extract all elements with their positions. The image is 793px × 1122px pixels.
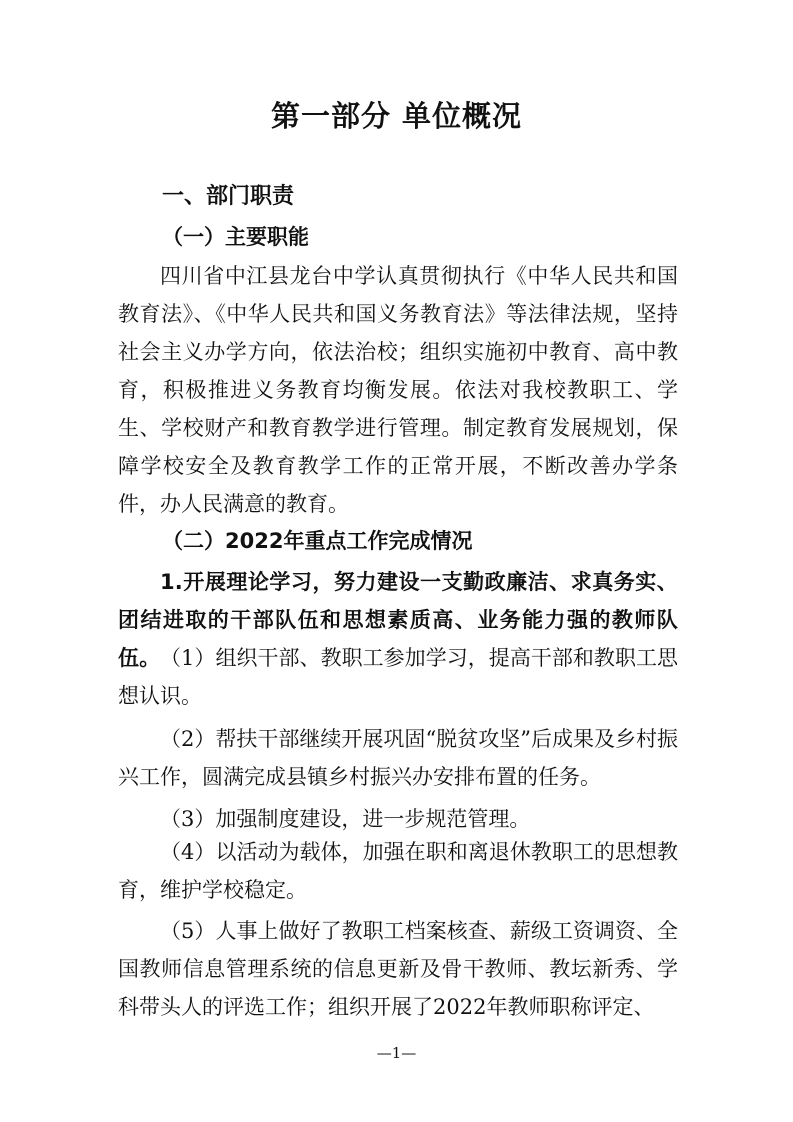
list-item: （2）帮扶干部继续开展巩固“脱贫攻坚”后成果及乡村振兴工作，圆满完成县镇乡村振兴办安排布置的任务。 xyxy=(118,727,678,789)
list-item: （4）以活动为载体，加强在职和离退休教职工的思想教育，维护学校稳定。 xyxy=(118,840,678,902)
list-item: （1）组织干部、教职工参加学习，提高干部和教职工思想认识。 xyxy=(118,646,678,708)
subsection-heading-key-work-2022: （二）2022年重点工作完成情况 xyxy=(162,529,473,553)
section-heading-department-duties: 一、部门职责 xyxy=(162,184,295,209)
subsection-heading-main-functions: （一）主要职能 xyxy=(162,225,309,249)
main-functions-paragraph: 四川省中江县龙台中学认真贯彻执行《中华人民共和国教育法》、《中华人民共和国义务教育法》等法律法规，坚持社会主义办学方向，依法治校；组织实施初中教育、高中教育，积极推进义务教育均衡发展。依法对我校教职工、学生、学校财产和教育教学进行管理。制定教育发展规划，保障学校安全及教育教学工作的正常开展，不断改善办学条件，办人民满意的教育。 xyxy=(118,264,678,516)
page-number: —1— xyxy=(376,1044,417,1062)
list-item: （3）加强制度建设，进一步规范管理。 xyxy=(160,807,531,831)
key-work-item-1-heading: 1.开展理论学习，努力建设一支勤政廉洁、求真务实、团结进取的干部队伍和思想素质高、业务能力强的教师队伍。 xyxy=(118,570,678,670)
list-item: （5）人事上做好了教职工档案核查、薪级工资调资、全国教师信息管理系统的信息更新及骨干教师、教坛新秀、学科带头人的评选工作；组织开展了2022年教师职称评定、 xyxy=(118,919,678,1019)
page-title: 第一部分 单位概况 xyxy=(270,99,523,133)
